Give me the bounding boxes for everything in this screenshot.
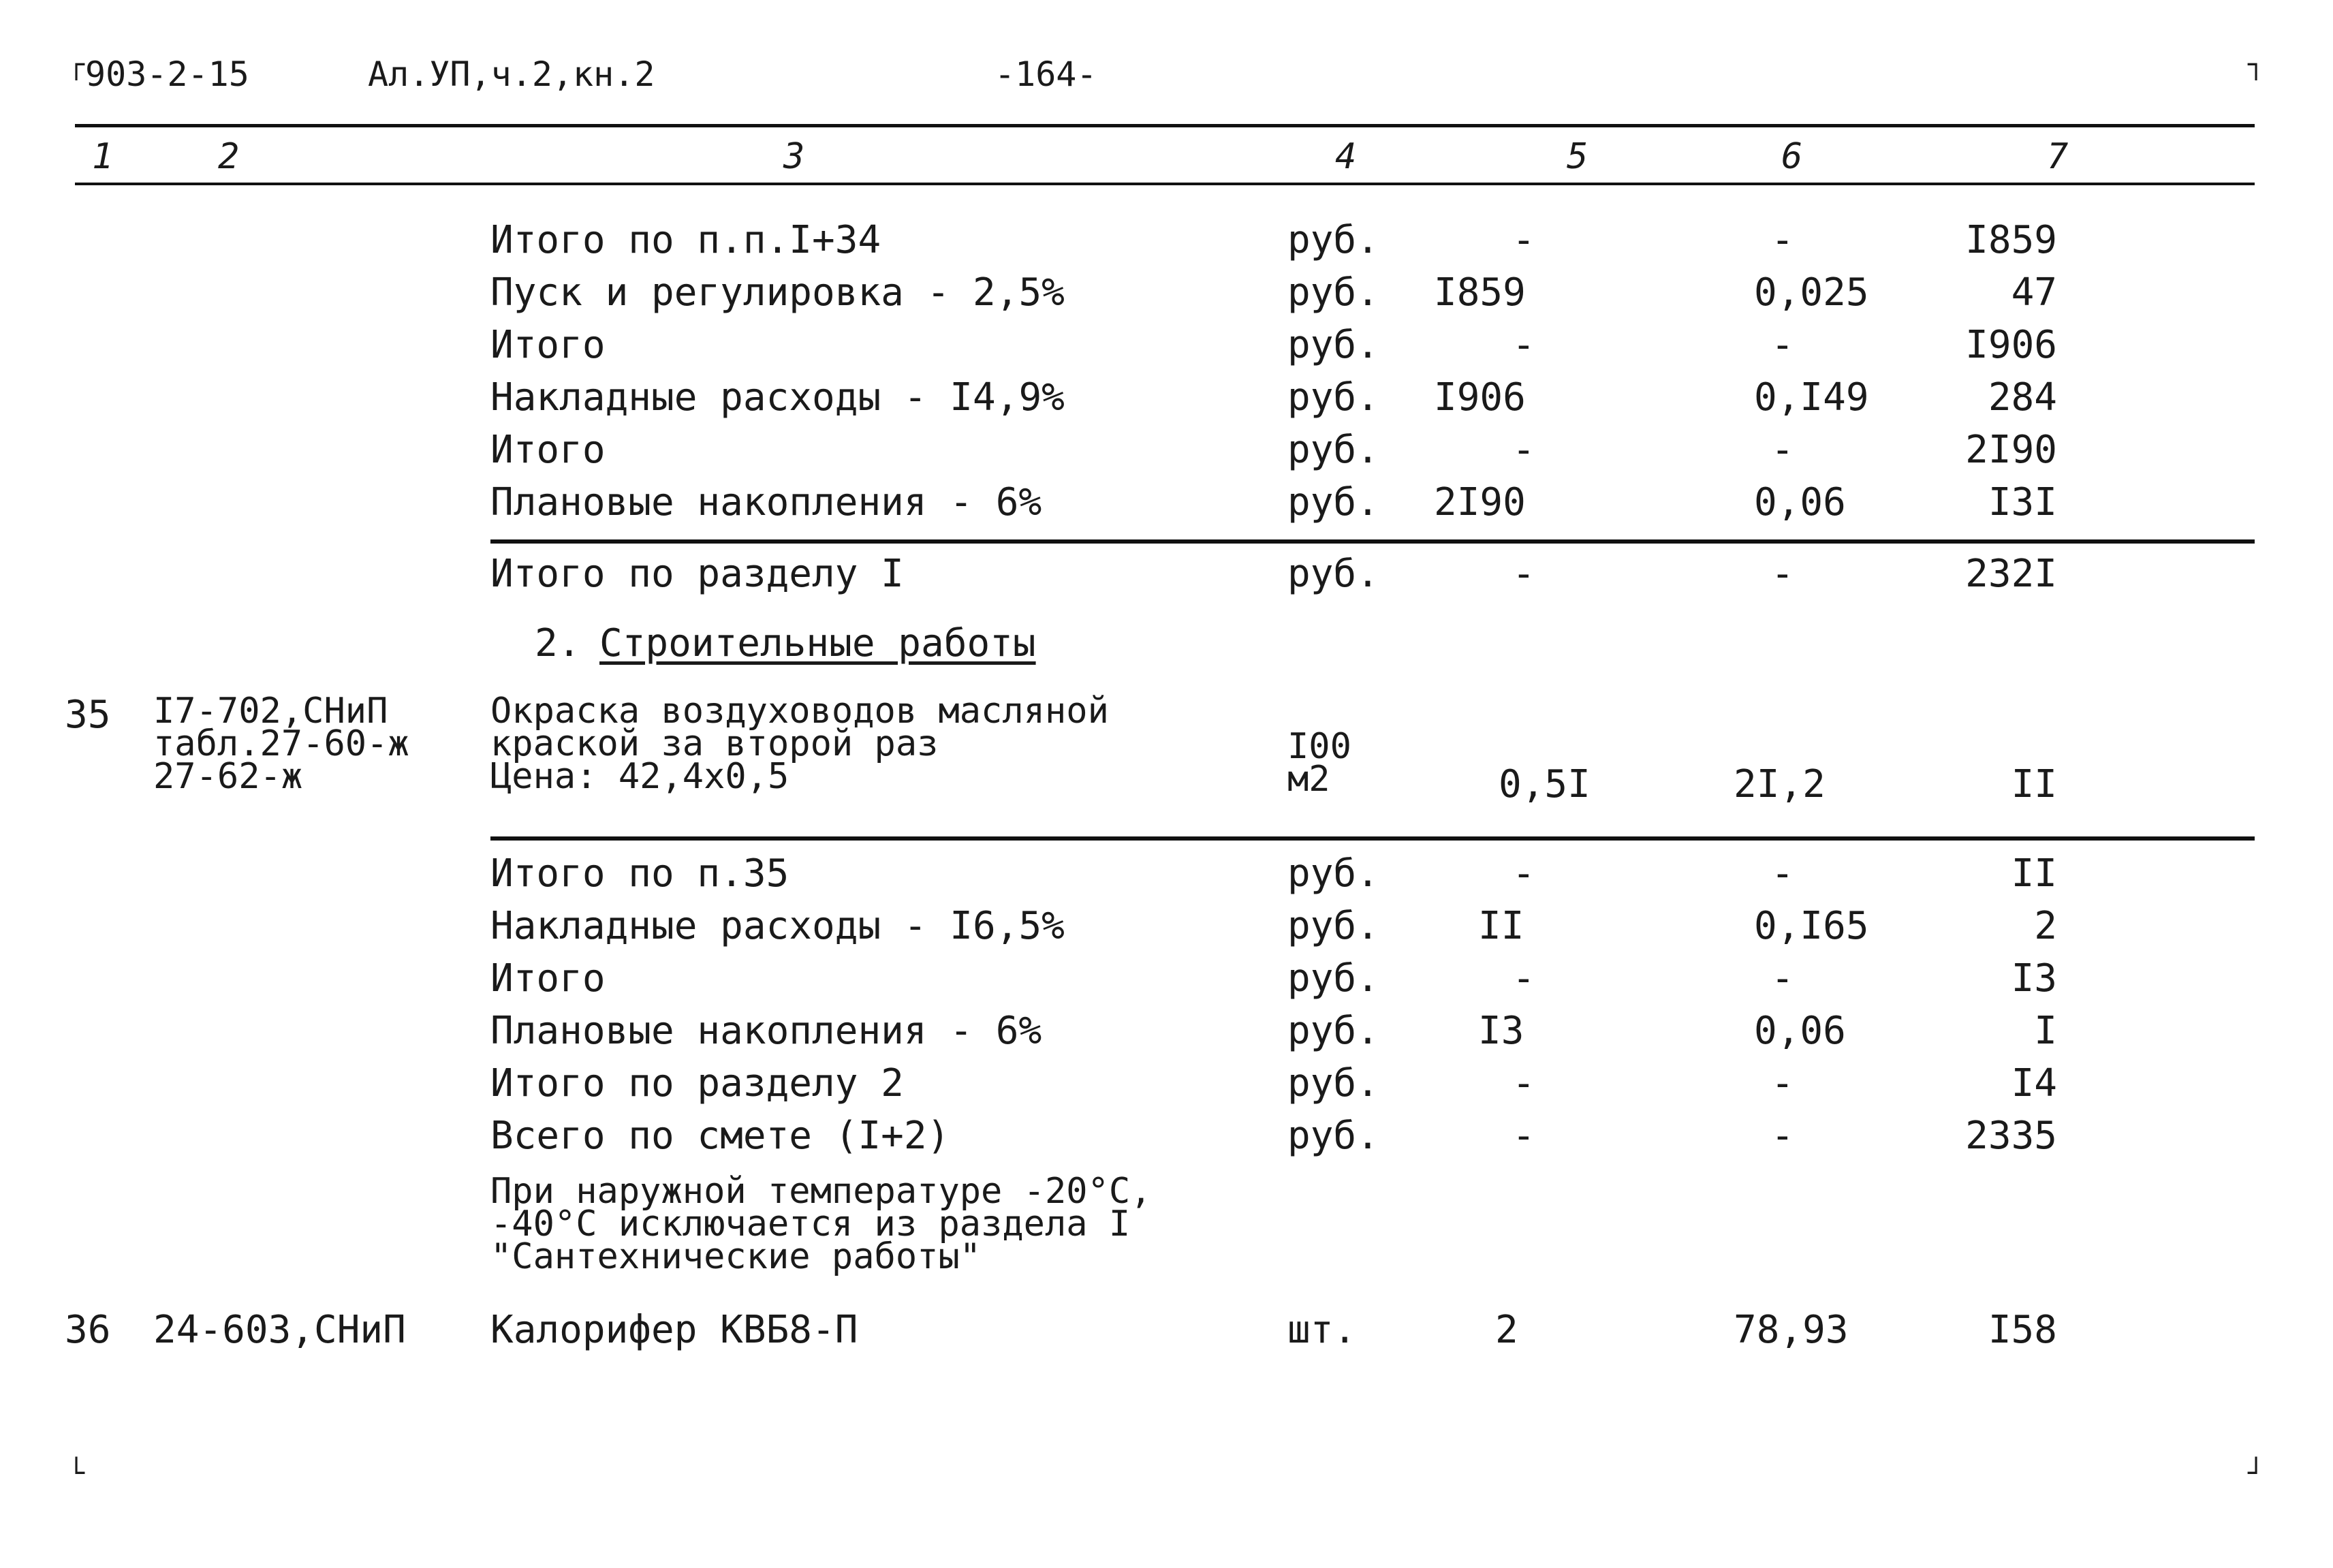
row-rate: 2I,2 [1734,762,1826,806]
row-unit: руб. [1287,1061,1379,1106]
column-number: 1 [92,136,114,177]
note-line: "Сантехнические работы" [490,1236,982,1277]
note-line: -40°С исключается из раздела I [490,1204,1131,1244]
row-description: Плановые накопления - 6% [490,480,1042,524]
row-amount: 284 [1988,375,2057,420]
row-amount: 2335 [1965,1114,2057,1158]
note-line: При наружной температуре -20°С, [490,1171,1152,1212]
row-rate: 0,06 [1754,480,1846,524]
corner-mark-top-left: ┌ [68,49,85,80]
row-unit: руб. [1287,904,1379,948]
row-description: Всего по смете (I+2) [490,1114,950,1158]
column-number: 6 [1781,136,1803,177]
row-quantity: I3 [1478,1009,1524,1053]
section1-total-amount: 232I [1965,552,2057,596]
row-amount: I [2034,1009,2057,1053]
row-quantity: 2 [1495,1308,1518,1352]
row-rate: - [1771,428,1794,472]
row-description: Итого по разделу 2 [490,1061,904,1106]
header-top-rule [75,124,2255,127]
item-description: Окраска воздуховодов масляной [490,691,1109,732]
item-unit: I00 [1287,726,1351,767]
row-unit: руб. [1287,270,1379,315]
header-bottom-rule [75,183,2255,185]
section2-number: 2. [535,621,581,665]
row-rate: 78,93 [1734,1308,1849,1352]
column-number: 5 [1567,136,1588,177]
row-rate: 0,I65 [1754,904,1869,948]
row-quantity: - [1512,218,1535,262]
item-description: краской за второй раз [490,723,939,764]
section2-title: Строительные работы [599,621,1036,665]
row-rate: - [1771,1114,1794,1158]
row-rate: - [1771,218,1794,262]
item-reference: табл.27-60-ж [153,723,409,764]
row-unit: руб. [1287,552,1379,596]
row-description: Накладные расходы - I6,5% [490,904,1065,948]
row-quantity: 2I90 [1434,480,1526,524]
row-amount: I3I [1988,480,2057,524]
row-rate: 0,I49 [1754,375,1869,420]
item-description: Калорифер КВБ8-П [490,1308,858,1352]
row-unit: руб. [1287,851,1379,896]
row-description: Итого [490,428,606,472]
corner-mark-bottom-right: ┘ [2248,1458,2265,1489]
row-unit: руб. [1287,480,1379,524]
row-rate: - [1771,851,1794,896]
item-reference: 24-603,СНиП [153,1308,406,1352]
row-quantity: - [1512,1114,1535,1158]
row-unit: руб. [1287,428,1379,472]
column-number: 2 [218,136,240,177]
item-price-formula: Цена: 42,4х0,5 [490,756,789,797]
row-description: Итого [490,323,606,367]
section1-total-label: Итого по разделу I [490,552,904,596]
row-rate: - [1771,1061,1794,1106]
row-description: Итого по п.35 [490,851,789,896]
row-quantity: - [1512,851,1535,896]
row-quantity: I859 [1434,270,1526,315]
row-amount: I58 [1988,1308,2057,1352]
corner-mark-bottom-left: └ [68,1458,85,1489]
row-amount: I3 [2011,956,2057,1001]
item-number: 35 [65,693,111,737]
row-quantity: - [1512,428,1535,472]
row-unit: руб. [1287,956,1379,1001]
row-rate: - [1771,956,1794,1001]
row-unit: руб. [1287,1114,1379,1158]
row-rate: 0,025 [1754,270,1869,315]
row-quantity: - [1512,956,1535,1001]
row-amount: 2 [2034,904,2057,948]
row-description: Пуск и регулировка - 2,5% [490,270,1065,315]
column-number: 7 [2047,136,2069,177]
row-quantity: - [1512,552,1535,596]
page-number: -164- [995,54,1097,94]
row-description: Итого по п.п.I+34 [490,218,881,262]
row-quantity: I906 [1434,375,1526,420]
row-rate: 0,06 [1754,1009,1846,1053]
item-reference: 27-62-ж [153,756,303,797]
row-description: Плановые накопления - 6% [490,1009,1042,1053]
row-quantity: - [1512,1061,1535,1106]
row-unit: руб. [1287,1009,1379,1053]
project-code: 903-2-15 [85,54,249,94]
row-quantity: 0,5I [1499,762,1591,806]
column-number: 3 [783,136,805,177]
row-quantity: - [1512,323,1535,367]
row-amount: II [2011,851,2057,896]
row-description: Накладные расходы - I4,9% [490,375,1065,420]
row-amount: II [2011,762,2057,806]
album-reference: Ал.УП,ч.2,кн.2 [368,54,655,94]
subtotal-rule [490,539,2255,544]
row-rate: - [1771,552,1794,596]
row-unit: руб. [1287,323,1379,367]
row-amount: I4 [2011,1061,2057,1106]
item-reference: I7-702,СНиП [153,691,388,732]
column-number: 4 [1335,136,1357,177]
row-amount: 47 [2011,270,2057,315]
row-amount: I859 [1965,218,2057,262]
row-description: Итого [490,956,606,1001]
item-unit: м2 [1287,759,1330,800]
row-amount: 2I90 [1965,428,2057,472]
corner-mark-top-right: ┐ [2248,49,2265,80]
row-unit: руб. [1287,375,1379,420]
row-amount: I906 [1965,323,2057,367]
row-quantity: II [1478,904,1524,948]
row-unit: руб. [1287,218,1379,262]
row-rate: - [1771,323,1794,367]
item-number: 36 [65,1308,111,1352]
subtotal-rule [490,836,2255,841]
item-unit: шт. [1287,1308,1357,1352]
